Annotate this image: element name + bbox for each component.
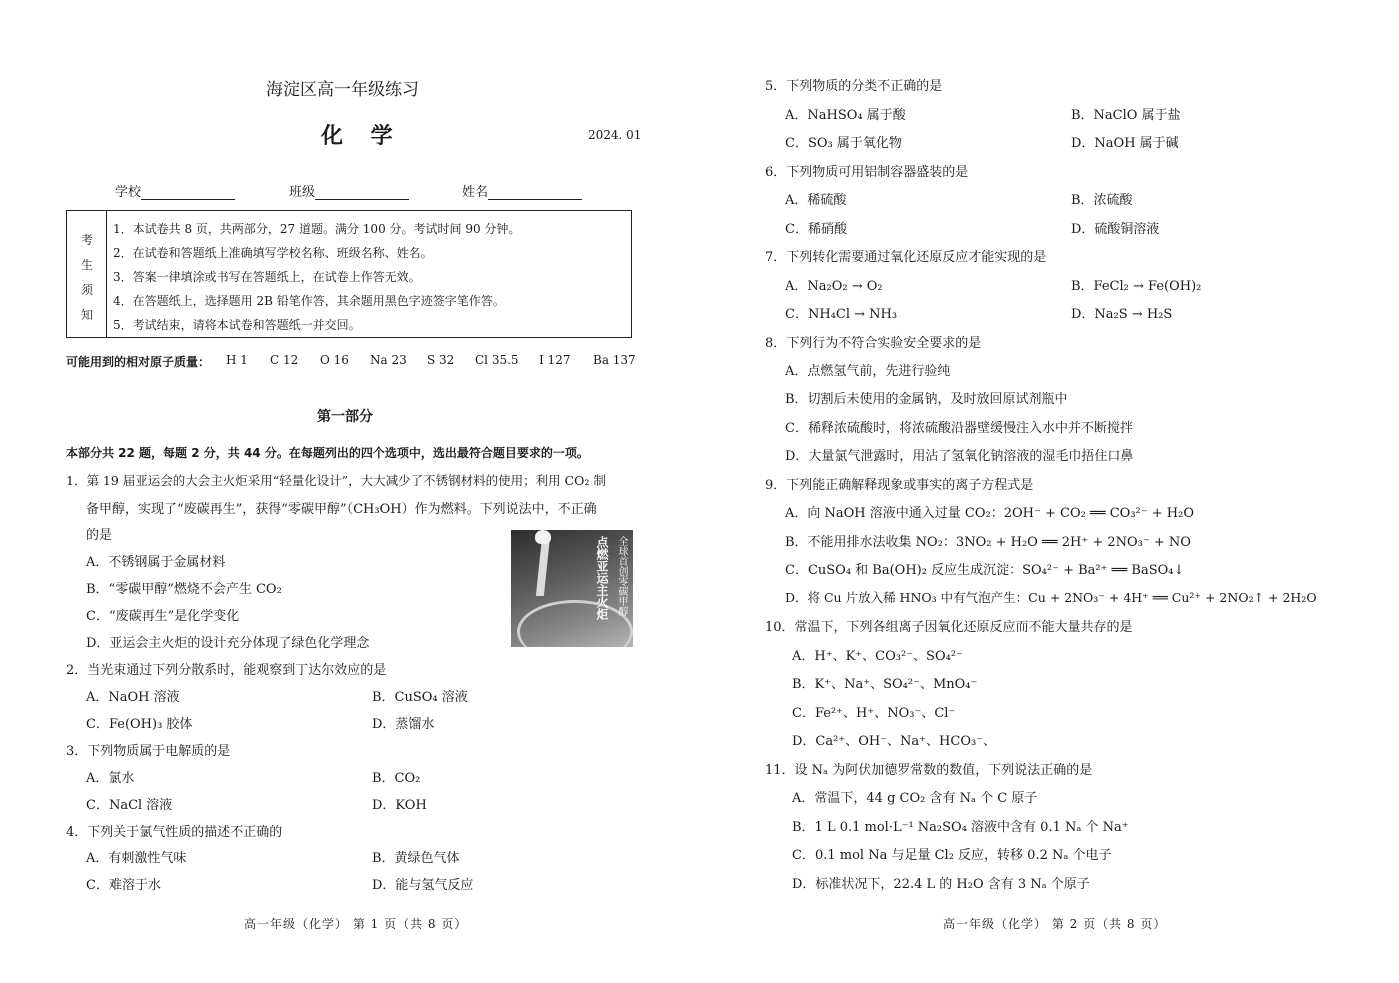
right-page: [700, 0, 1399, 983]
notice-item: 5．考试结束，请将本试卷和答题纸一并交回。: [113, 318, 361, 332]
q8-option-a[interactable]: A．点燃氢气前，先进行验纯: [785, 364, 951, 379]
q1-option-c[interactable]: C．“废碳再生”是化学变化: [86, 609, 240, 624]
notice-heading: [67, 211, 107, 337]
q10-option-b[interactable]: B．K⁺、Na⁺、SO₄²⁻、MnO₄⁻: [792, 677, 978, 692]
school-blank[interactable]: [141, 185, 235, 200]
notice-item: 4．在答题纸上，选择题用 2B 铅笔作答，其余题用黑色字迹签字笔作答。: [113, 294, 505, 308]
q6-option-c[interactable]: C．稀硝酸: [785, 222, 847, 237]
notice-item: 2．在试卷和答题纸上准确填写学校名称、班级名称、姓名。: [113, 246, 433, 260]
q5-option-b[interactable]: B．NaClO 属于盐: [1071, 108, 1181, 123]
q2-option-b[interactable]: B．CuSO₄ 溶液: [372, 690, 468, 705]
school-field: [115, 181, 235, 200]
photo-caption-large: 点燃亚运主火炬: [595, 536, 609, 620]
q7-option-b[interactable]: B．FeCl₂ → Fe(OH)₂: [1071, 279, 1202, 294]
q6-option-d[interactable]: D．硫酸铜溶液: [1071, 222, 1160, 237]
class-label: 班级: [289, 185, 316, 200]
q6-option-b[interactable]: B．浓硫酸: [1071, 193, 1133, 208]
q4-option-a[interactable]: A．有刺激性气味: [86, 851, 187, 866]
question-9: 9．下列能正确解释现象或事实的离子方程式是: [765, 478, 1034, 493]
question-6: 6．下列物质可用铝制容器盛装的是: [765, 165, 969, 180]
q2-option-d[interactable]: D．蒸馏水: [372, 717, 435, 732]
q3-option-b[interactable]: B．CO₂: [372, 771, 421, 786]
q1-option-b[interactable]: B．“零碳甲醇”燃烧不会产生 CO₂: [86, 582, 282, 597]
name-field: [462, 181, 582, 200]
q2-option-c[interactable]: C．Fe(OH)₃ 胶体: [86, 717, 193, 732]
question-11: 11．设 Nₐ 为阿伏加德罗常数的数值，下列说法正确的是: [765, 763, 1093, 778]
question-1-line3: 的是: [86, 528, 113, 543]
q9-option-d[interactable]: D．将 Cu 片放入稀 HNO₃ 中有气泡产生：Cu + 2NO₃⁻ + 4H⁺ ══ Cu²⁺ + 2NO₂↑ + 2H₂O: [785, 590, 1317, 605]
q5-option-d[interactable]: D．NaOH 属于碱: [1071, 136, 1179, 151]
q1-option-a[interactable]: A．不锈钢属于金属材料: [86, 555, 226, 570]
q7-option-d[interactable]: D．Na₂S → H₂S: [1071, 307, 1173, 322]
atomic-mass: C 12: [270, 353, 299, 367]
q11-option-d[interactable]: D．标准状况下，22.4 L 的 H₂O 含有 3 Nₐ 个原子: [792, 877, 1090, 892]
q6-option-a[interactable]: A．稀硫酸: [785, 193, 847, 208]
atomic-mass-label: 可能用到的相对原子质量：: [66, 355, 211, 369]
q9-option-b[interactable]: B．不能用排水法收集 NO₂：3NO₂ + H₂O ══ 2H⁺ + 2NO₃⁻ + NO: [785, 535, 1191, 550]
torch-shape: [536, 536, 550, 596]
question-3: 3．下列物质属于电解质的是: [66, 744, 231, 759]
q10-option-c[interactable]: C．Fe²⁺、H⁺、NO₃⁻、Cl⁻: [792, 706, 956, 721]
photo-caption-small: 全球首创零碳甲醇: [616, 536, 627, 616]
q4-option-d[interactable]: D．能与氢气反应: [372, 878, 474, 893]
q9-option-c[interactable]: C．CuSO₄ 和 Ba(OH)₂ 反应生成沉淀：SO₄²⁻ + Ba²⁺ ══ BaSO₄↓: [785, 563, 1185, 578]
flame-shape: [535, 530, 551, 544]
q2-option-a[interactable]: A．NaOH 溶液: [86, 690, 180, 705]
notice-item: 3．答案一律填涂或书写在答题纸上，在试卷上作答无效。: [113, 270, 421, 284]
page-footer: 高一年级（化学） 第 2 页（共 8 页）: [943, 917, 1167, 931]
question-4: 4．下列关于氯气性质的描述不正确的: [66, 825, 283, 840]
atomic-mass: O 16: [320, 353, 349, 367]
question-1-line2: 备甲醇，实现了“废碳再生”，获得“零碳甲醇”（CH₃OH）作为燃料。下列说法中，不正确: [86, 502, 597, 517]
q3-option-d[interactable]: D．KOH: [372, 798, 427, 813]
atomic-mass: Cl 35.5: [475, 353, 519, 367]
question-7: 7．下列转化需要通过氧化还原反应才能实现的是: [765, 250, 1047, 265]
q11-option-b[interactable]: B．1 L 0.1 mol·L⁻¹ Na₂SO₄ 溶液中含有 0.1 Nₐ 个 Na⁺: [792, 820, 1129, 835]
notice-head-char: 生: [81, 258, 94, 272]
class-field: [289, 181, 409, 200]
exam-date: 2024. 01: [588, 128, 642, 142]
school-label: 学校: [115, 185, 142, 200]
q1-option-d[interactable]: D．亚运会主火炬的设计充分体现了绿色化学理念: [86, 636, 370, 651]
class-blank[interactable]: [315, 185, 409, 200]
notice-head-char: 知: [81, 308, 94, 322]
q10-option-d[interactable]: D．Ca²⁺、OH⁻、Na⁺、HCO₃⁻、: [792, 734, 997, 749]
q5-option-c[interactable]: C．SO₃ 属于氧化物: [785, 136, 902, 151]
question-8: 8．下列行为不符合实验安全要求的是: [765, 336, 982, 351]
atomic-mass: H 1: [226, 353, 248, 367]
notice-head-char: 考: [81, 233, 94, 247]
page-footer: 高一年级（化学） 第 1 页（共 8 页）: [244, 917, 468, 931]
part-title: 第一部分: [317, 409, 373, 425]
question-2: 2．当光束通过下列分散系时，能观察到丁达尔效应的是: [66, 663, 387, 678]
notice-box: [66, 210, 632, 338]
notice-item: 1．本试卷共 8 页，共两部分，27 道题。满分 100 分。考试时间 90 分钟。: [113, 222, 521, 236]
atomic-mass: S 32: [427, 353, 455, 367]
q8-option-c[interactable]: C．稀释浓硫酸时，将浓硫酸沿器壁缓慢注入水中并不断搅拌: [785, 421, 1133, 436]
q8-option-b[interactable]: B．切割后未使用的金属钠，及时放回原试剂瓶中: [785, 392, 1068, 407]
q8-option-d[interactable]: D．大量氯气泄露时，用沾了氢氧化钠溶液的湿毛巾捂住口鼻: [785, 449, 1134, 464]
q10-option-a[interactable]: A．H⁺、K⁺、CO₃²⁻、SO₄²⁻: [792, 649, 963, 664]
q3-option-a[interactable]: A．氯水: [86, 771, 135, 786]
q11-option-a[interactable]: A．常温下，44 g CO₂ 含有 Nₐ 个 C 原子: [792, 791, 1038, 806]
atomic-mass: I 127: [539, 353, 571, 367]
q9-option-a[interactable]: A．向 NaOH 溶液中通入过量 CO₂：2OH⁻ + CO₂ ══ CO₃²⁻ + H₂O: [785, 506, 1194, 521]
q3-option-c[interactable]: C．NaCl 溶液: [86, 798, 173, 813]
notice-head-char: 须: [81, 283, 94, 297]
atomic-mass: Na 23: [370, 353, 407, 367]
question-10: 10．常温下，下列各组离子因氧化还原反应而不能大量共存的是: [765, 620, 1133, 635]
q4-option-b[interactable]: B．黄绿色气体: [372, 851, 460, 866]
atomic-mass: Ba 137: [593, 353, 636, 367]
question-1-line1: 1．第 19 届亚运会的大会主火炬采用“轻量化设计”，大大减少了不锈钢材料的使用；利用 CO₂ 制: [66, 473, 606, 488]
q5-option-a[interactable]: A．NaHSO₄ 属于酸: [785, 108, 906, 123]
torch-photo: [511, 530, 633, 647]
name-label: 姓名: [462, 185, 489, 200]
exam-title: 海淀区高一年级练习: [266, 80, 419, 100]
question-5: 5．下列物质的分类不正确的是: [765, 79, 943, 94]
part-description: 本部分共 22 题，每题 2 分，共 44 分。在每题列出的四个选项中，选出最符合题目要求的一项。: [66, 446, 589, 460]
name-blank[interactable]: [488, 185, 582, 200]
q4-option-c[interactable]: C．难溶于水: [86, 878, 161, 893]
q7-option-a[interactable]: A．Na₂O₂ → O₂: [785, 279, 883, 294]
q11-option-c[interactable]: C．0.1 mol Na 与足量 Cl₂ 反应，转移 0.2 Nₐ 个电子: [792, 848, 1112, 863]
subject-title: 化 学: [321, 123, 403, 149]
q7-option-c[interactable]: C．NH₄Cl → NH₃: [785, 307, 898, 322]
